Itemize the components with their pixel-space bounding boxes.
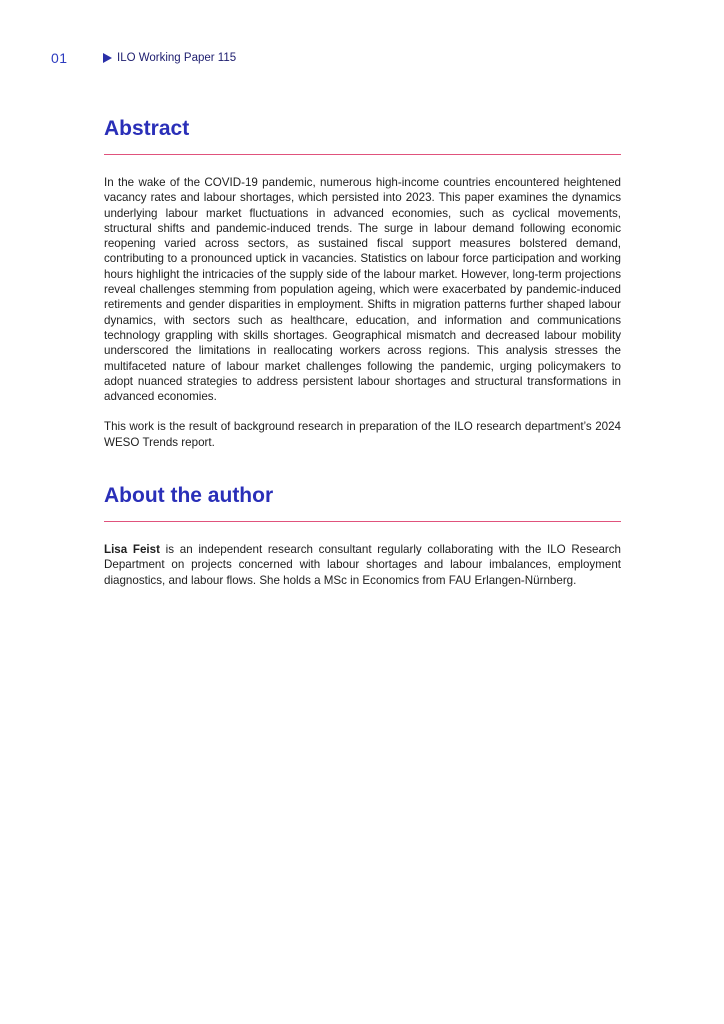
page-header bbox=[51, 49, 236, 67]
abstract-divider bbox=[104, 154, 621, 155]
series-title: ILO Working Paper 115 bbox=[117, 52, 237, 64]
author-bio-text: is an independent research consultant regularly collaborating with the ILO Research Department on projects concerned with labour shortages and labour imbalances, employment diagnostics, and labour flows. She holds a MSc in Economics from FAU Erlangen-Nürnberg. bbox=[104, 543, 621, 587]
abstract-section bbox=[104, 117, 621, 450]
abstract-paragraph: In the wake of the COVID-19 pandemic, numerous high-income countries encountered heightened vacancy rates and labour shortages, which persisted into 2023. This paper examines the dynamics underlying labour market fluctuations in advanced economies, such as cyclical movements, structural shifts and pandemic-induced trends. The surge in labour demand following economic reopening varied across sectors, as sustained fiscal support measures bolstered demand, contributing to a pronounced uptick in vacancies. Statistics on labour force participation and working hours highlight the intricacies of the supply side of the labour market. However, long-term projections reveal challenges stemming from population ageing, which were exacerbated by pandemic-induced retirements and gender disparities in employment. Shifts in migration patterns further shaped labour dynamics, with sectors such as healthcare, education, and information and communications technology grappling with skills shortages. Geographical mismatch and decreased labour mobility underscored the limitations in reallocating workers across regions. This analysis stresses the multifaceted nature of labour market challenges following the pandemic, urging policymakers to adopt nuanced strategies to address persistent labour shortages and structural transformations in advanced economies. bbox=[104, 176, 621, 404]
about-divider bbox=[104, 521, 621, 522]
page-number: 01 bbox=[51, 50, 68, 66]
abstract-heading: Abstract bbox=[104, 117, 190, 140]
play-arrow-icon bbox=[103, 53, 112, 63]
author-bio bbox=[104, 542, 621, 588]
author-name: Lisa Feist bbox=[104, 543, 160, 556]
about-heading: About the author bbox=[104, 484, 274, 507]
abstract-note: This work is the result of background research in preparation of the ILO research department’s 2024 WESO Trends report. bbox=[104, 420, 621, 449]
about-section bbox=[104, 484, 621, 588]
